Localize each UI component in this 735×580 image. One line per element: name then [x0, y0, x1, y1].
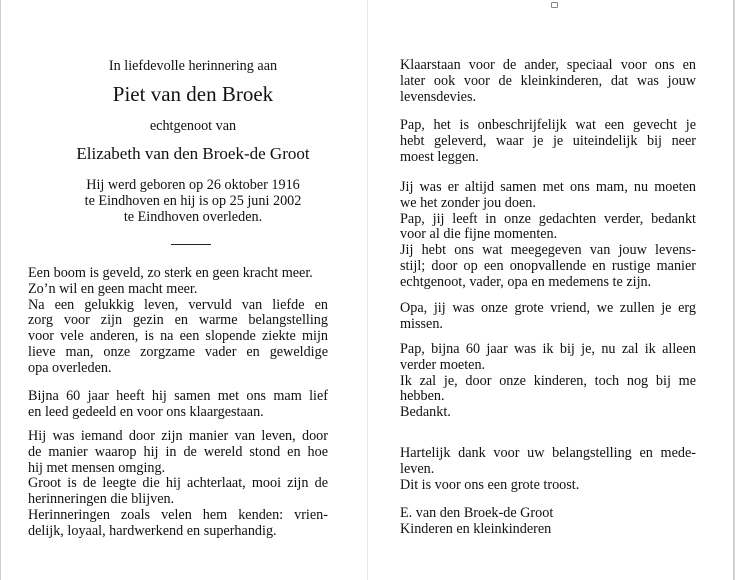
text-line: Klaarstaan voor de ander, speciaal voor ons en [400, 57, 696, 73]
text-line: levensdevies. [400, 88, 477, 105]
poem-paragraph [400, 301, 696, 333]
text-line: leven. [400, 460, 435, 477]
text-line: zorg voor zijn gezin en warme belangstelling [28, 312, 328, 329]
birth-death-info [28, 178, 358, 225]
text-line: echtgenoot, vader, opa en medemens te zijn. [400, 273, 652, 290]
text-line: voor vele anderen, is na een slopende ziekte mijn [28, 328, 328, 345]
text-line: voor al die fijne momenten. [400, 226, 558, 243]
text-line: lieve man, onze zorgzame vader en geweldige [28, 343, 328, 360]
text-line: hebt geleverd, waar je je uiteindelijk bij neer [400, 132, 696, 149]
text-line: opa overleden. [28, 359, 112, 376]
spouse-name: Elizabeth van den Broek-de Groot [76, 144, 310, 163]
intro-text: In liefdevolle herinnering aan [108, 58, 278, 74]
text-line: Bedankt. [400, 404, 451, 421]
text-line: de manier waarop hij in de wereld stond en hoe [28, 443, 328, 460]
poem-paragraph [400, 180, 696, 291]
text-line: we het zonder jou doen. [400, 194, 536, 211]
text-line: Ik zal je, door onze kinderen, toch nog bij me [400, 372, 696, 389]
birth-line: Hij werd geboren op 26 oktober 1916 [86, 177, 300, 193]
text-line: en leed gedeeld en voor ons klaargestaan. [28, 403, 264, 420]
text-line: later ook voor de kleinkinderen, dat was jouw [400, 72, 696, 89]
signature-block [400, 506, 696, 538]
poem-paragraph [400, 118, 696, 165]
poem-paragraph [28, 266, 328, 377]
text-line: Na een gelukkig leven, vervuld van liefde en [28, 296, 328, 313]
text-line: Pap, het is onbeschrijfelijk wat een gevecht je [400, 117, 696, 133]
text-line: Jij was er altijd samen met ons mam, nu moeten [400, 179, 696, 195]
poem-paragraph [28, 429, 328, 540]
poem-paragraph [28, 389, 328, 421]
poem-paragraph [400, 342, 696, 421]
text-line: Hij was iemand door zijn manier van leven, door [28, 428, 328, 444]
corner-mark-icon [551, 2, 558, 8]
poem-paragraph [400, 58, 696, 105]
birth-line: te Eindhoven en hij is op 25 juni 2002 [84, 192, 302, 209]
text-line: Hartelijk dank voor uw belangstelling en mede- [400, 445, 696, 461]
text-line: stijl; door op een onopvallende en rustige manier [400, 257, 696, 274]
text-line: hebben. [400, 388, 445, 405]
signature-line: Kinderen en kleinkinderen [400, 520, 552, 537]
spouse-intro: echtgenoot van [149, 118, 237, 134]
thank-you-paragraph [400, 446, 696, 493]
text-line: Dit is voor ons een grote troost. [400, 476, 580, 493]
text-line: Opa, jij was onze grote vriend, we zullen je erg [400, 300, 696, 316]
text-line: missen. [400, 315, 443, 332]
text-line: Bijna 60 jaar heeft hij samen met ons mam lief [28, 388, 328, 404]
text-line: moest leggen. [400, 148, 479, 165]
text-line: Pap, bijna 60 jaar was ik bij je, nu zal ik alleen [400, 341, 696, 357]
text-line: Groot is de leegte die hij achterlaat, mooi zijn de [28, 475, 328, 492]
text-line: Zo’n wil en geen macht meer. [28, 280, 198, 297]
text-line: Herinneringen zoals velen hem kenden: vrien- [28, 506, 328, 523]
left-edge [0, 0, 1, 580]
text-line: Een boom is geveld, zo sterk en geen kracht meer. [28, 265, 313, 281]
deceased-name: Piet van den Broek [112, 82, 274, 106]
text-line: Jij hebt ons wat meegegeven van jouw levens- [400, 242, 696, 259]
divider [171, 244, 211, 245]
text-line: herinneringen die blijven. [28, 491, 175, 508]
text-line: verder moeten. [400, 356, 486, 373]
text-line: hij met mensen omging. [28, 459, 166, 476]
birth-line: te Eindhoven overleden. [123, 208, 263, 225]
text-line: delijk, loyaal, hardwerkend en superhandig. [28, 522, 277, 539]
text-line: Pap, jij leeft in onze gedachten verder, bedankt [400, 210, 696, 227]
signature-line: E. van den Broek-de Groot [400, 505, 554, 521]
fold-line [367, 0, 368, 580]
